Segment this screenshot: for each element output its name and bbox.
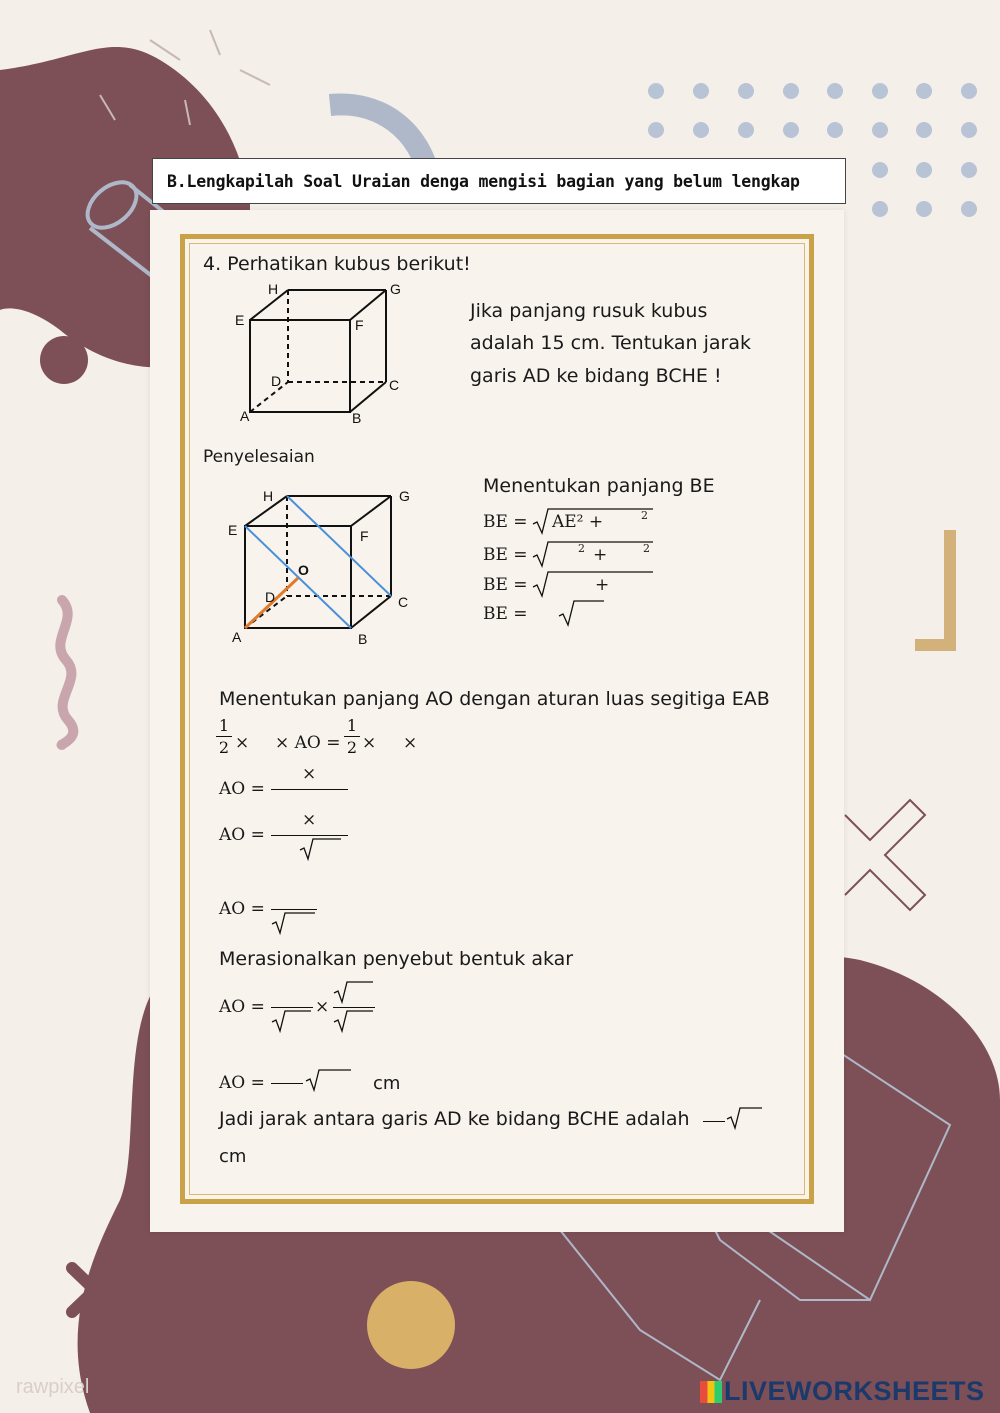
ao-title: Menentukan panjang AO dengan aturan luas segitiga EAB [219, 688, 770, 710]
half-denominator: 2 [346, 738, 358, 757]
ao-times-num-2: × [302, 810, 317, 830]
cube2-label-o: O [298, 562, 309, 578]
cube1-label-d: D [271, 373, 282, 389]
cube-diagram-1 [230, 278, 420, 428]
logo-icon [700, 1381, 722, 1403]
rawpixel-watermark: rawpixel [16, 1376, 90, 1398]
logo-text: LIVEWORKSHEETS [724, 1376, 985, 1406]
ao-eq-4: AO = [219, 997, 265, 1017]
question-label: 4. Perhatikan kubus berikut! [203, 253, 471, 275]
half-numerator: 1 [218, 716, 230, 735]
be-line-2: BE = [483, 545, 528, 565]
ao-times-num-1: × [302, 764, 317, 784]
ao-unit: cm [373, 1073, 401, 1094]
sqrt-11 [725, 1105, 765, 1131]
liveworksheets-logo [700, 1376, 985, 1407]
be-line-4: BE = [483, 604, 528, 624]
sqrt-8 [332, 979, 376, 1005]
be-sup-1: 2 [641, 509, 648, 522]
sqrt-4 [557, 598, 607, 628]
section-title: B.Lengkapilah Soal Uraian denga mengisi bagian yang belum lengkap [167, 172, 800, 191]
rational-title: Merasionalkan penyebut bentuk akar [219, 948, 574, 970]
cube2-label-h: H [263, 488, 274, 504]
fraction-bar [344, 736, 360, 737]
sqrt-10 [304, 1067, 354, 1093]
conclusion-unit: cm [219, 1146, 247, 1167]
cube2-label-c: C [398, 594, 409, 610]
half-denominator: 2 [218, 738, 230, 757]
cube2-label-b: B [358, 631, 368, 647]
sqrt-3 [531, 569, 656, 599]
cube2-label-d: D [265, 589, 276, 605]
cube1-label-c: C [389, 377, 400, 393]
sqrt-6 [270, 910, 318, 936]
cube1-label-g: G [390, 281, 401, 297]
times-ao-eq: × AO = [275, 733, 341, 753]
ao-eq-5: AO = [219, 1073, 265, 1093]
cube1-label-e: E [235, 312, 245, 328]
be-title: Menentukan panjang BE [483, 475, 715, 497]
fraction-bar [216, 736, 232, 737]
cube2-label-f: F [360, 528, 369, 544]
be-sup-2: 2 [578, 542, 585, 555]
be-line-1: BE = [483, 512, 528, 532]
sqrt-5 [298, 836, 344, 862]
question-line-2: adalah 15 cm. Tentukan jarak [470, 332, 751, 354]
be-ae2-term: AE² + [552, 512, 604, 532]
be-line-3: BE = [483, 575, 528, 595]
ao-eq-3: AO = [219, 899, 265, 919]
be-plus-2: + [595, 575, 610, 595]
question-line-1: Jika panjang rusuk kubus [470, 300, 708, 322]
cube2-label-a: A [232, 629, 242, 645]
ao-eq-2: AO = [219, 825, 265, 845]
ao-eq-1: AO = [219, 779, 265, 799]
cube1-label-f: F [355, 317, 364, 333]
times-3: × [403, 733, 418, 753]
cube1-label-h: H [268, 281, 279, 297]
sqrt-7 [270, 1008, 314, 1034]
conclusion-text: Jadi jarak antara garis AD ke bidang BCHE adalah [219, 1108, 690, 1130]
times-2: × [362, 733, 377, 753]
cube2-label-g: G [399, 488, 410, 504]
fraction-line-1 [271, 789, 348, 790]
cube2-label-e: E [228, 522, 238, 538]
half-fraction-1 [216, 716, 232, 757]
question-line-3: garis AD ke bidang BCHE ! [470, 365, 722, 387]
be-sup-3: 2 [643, 542, 650, 555]
fraction-line-6 [271, 1083, 303, 1084]
section-header [152, 158, 846, 204]
half-fraction-2 [344, 716, 360, 757]
be-plus-1: + [593, 545, 608, 565]
sqrt-9 [332, 1008, 376, 1034]
times-rational: × [315, 997, 330, 1017]
cube1-label-b: B [352, 410, 362, 426]
cube1-label-a: A [240, 408, 250, 424]
solution-title: Penyelesaian [203, 447, 315, 467]
fraction-line-7 [703, 1121, 725, 1122]
times-1: × [235, 733, 250, 753]
cube-diagram-2 [225, 484, 425, 644]
half-numerator: 1 [346, 716, 358, 735]
